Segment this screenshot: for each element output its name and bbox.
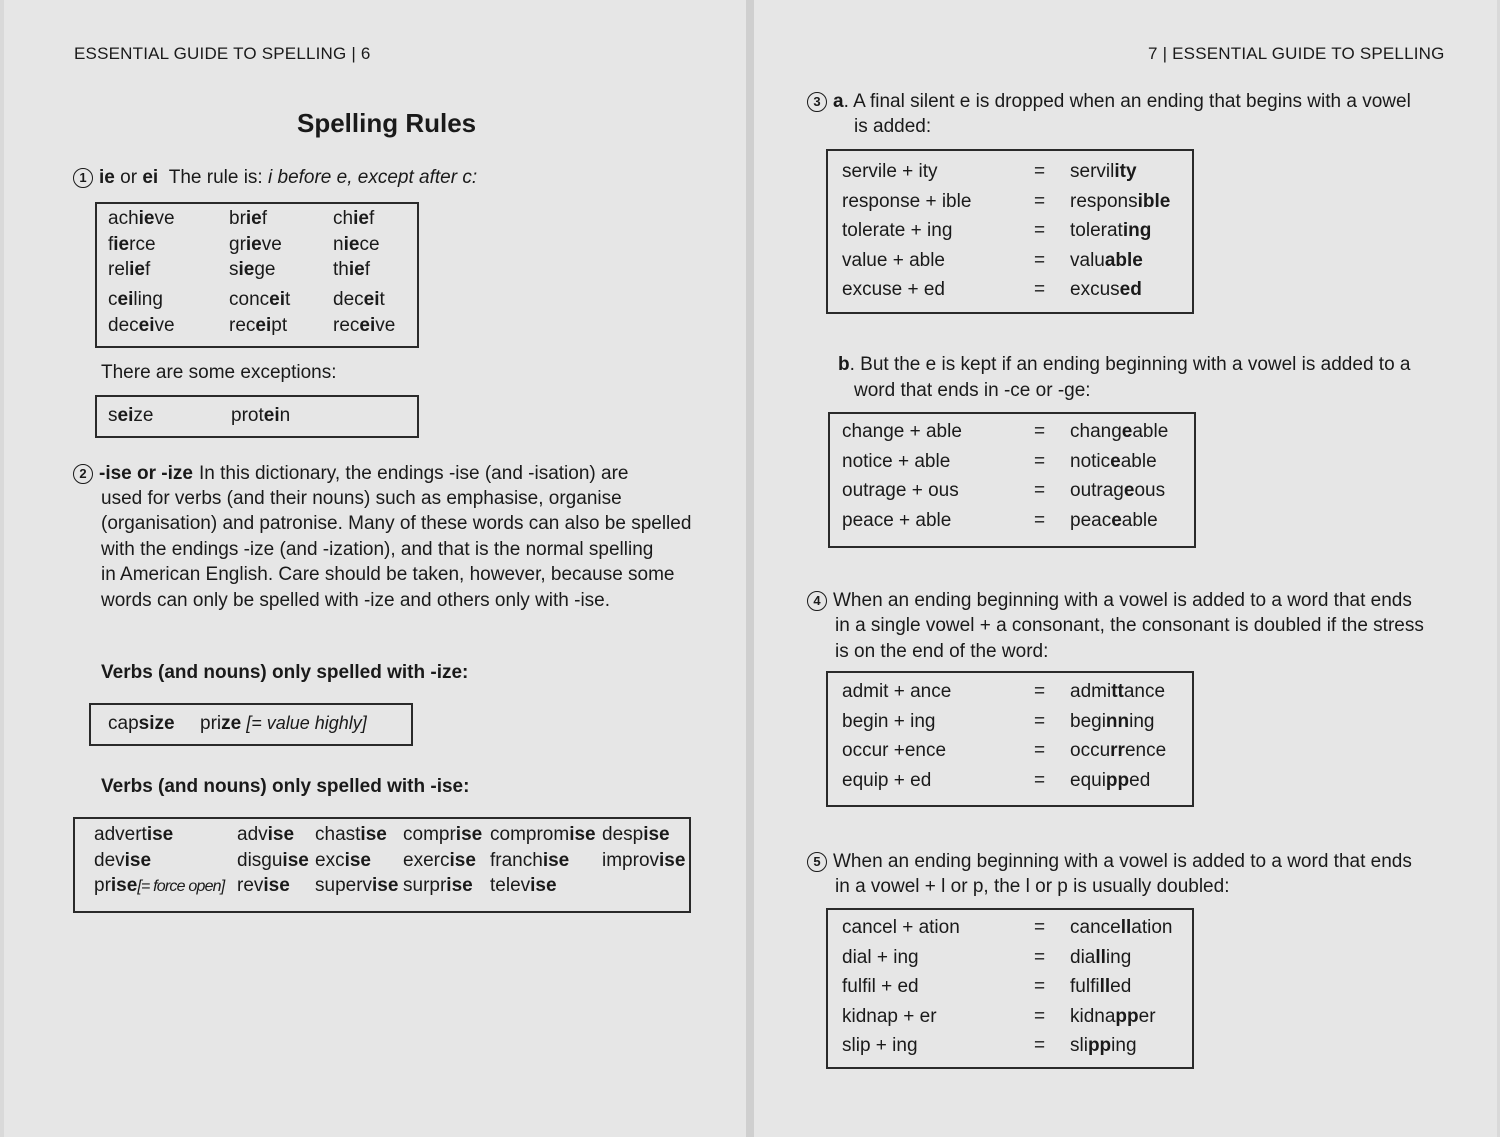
word-highlight: ise <box>372 875 399 896</box>
rule4-line-1 <box>807 588 1412 614</box>
rule3a-result <box>1070 279 1142 301</box>
word-part: ous <box>1134 480 1166 501</box>
word-part: f <box>108 234 114 255</box>
word-highlight: able <box>1104 249 1143 271</box>
rule3a-input: excuse + ed <box>842 279 945 300</box>
equals-sign: = <box>1034 740 1046 761</box>
word-highlight: ise <box>542 850 570 871</box>
word-highlight: ei <box>255 315 272 336</box>
word-highlight: ei <box>117 289 134 310</box>
word-deceit <box>333 289 385 311</box>
word-part: compr <box>403 824 456 845</box>
rule4-result <box>1070 740 1166 762</box>
word-part: outrag <box>1070 480 1124 501</box>
word-highlight: ise <box>360 824 387 845</box>
rule3b-input: outrage + ous <box>842 480 959 501</box>
rule4-line-2: in a single vowel + a consonant, the consonant is doubled if the stress <box>835 615 1424 636</box>
rule3a-input: response + ible <box>842 190 972 212</box>
word-receive <box>333 315 395 337</box>
ise-word-box <box>73 817 691 913</box>
word-part: ling <box>133 289 163 310</box>
word-part: dev <box>94 850 125 871</box>
word-excise <box>315 850 371 872</box>
word-part: valu <box>1070 249 1105 271</box>
equals-sign: = <box>1034 161 1046 182</box>
rule5-result <box>1070 947 1131 969</box>
equals-sign: = <box>1034 480 1046 501</box>
word-grieve <box>229 234 282 256</box>
rule2-line-4: with the endings -ize (and -ization), and that is the normal spelling <box>101 539 654 560</box>
ise-heading: Verbs (and nouns) only spelled with -ise: <box>101 776 470 797</box>
rule3a-table <box>826 149 1194 314</box>
word-niece <box>333 234 380 256</box>
rule-number-5: 5 <box>807 852 827 872</box>
word-part: n <box>279 405 291 426</box>
word-highlight: e <box>1111 509 1122 531</box>
rule3b-input: peace + able <box>842 509 952 531</box>
word-part: t <box>379 289 385 310</box>
word-part: able <box>1132 421 1169 442</box>
word-televise <box>490 875 557 897</box>
rule3b-input: change + able <box>842 421 962 442</box>
word-part: rce <box>129 234 156 255</box>
rule5-input: dial + ing <box>842 946 919 968</box>
word-improvise <box>602 850 685 872</box>
word-part: ing <box>1105 946 1132 968</box>
word-part: ance <box>1123 681 1166 702</box>
word-part: able <box>1120 450 1157 472</box>
page-title: Spelling Rules <box>297 108 477 138</box>
word-highlight: ie <box>343 234 360 255</box>
word-part: ence <box>1124 740 1167 761</box>
word-siege <box>229 259 276 281</box>
word-part: th <box>333 259 349 280</box>
rule5-input: kidnap + er <box>842 1005 937 1027</box>
word-part: ge <box>254 259 276 280</box>
word-part: cap <box>108 713 139 734</box>
rule3-b-label: b <box>838 354 850 375</box>
word-achieve <box>108 208 175 230</box>
rule4-input: begin + ing <box>842 710 936 732</box>
word-chief <box>333 208 374 230</box>
word-part: surpr <box>403 875 447 896</box>
word-highlight: ei <box>138 315 155 336</box>
word-part: ce <box>359 234 380 255</box>
word-advise <box>237 824 294 846</box>
word-highlight: ise <box>263 875 290 896</box>
rule4-text-1: When an ending beginning with a vowel is added to a word that ends <box>833 590 1412 611</box>
rule2-heading <box>73 461 193 487</box>
word-part: s <box>108 405 118 426</box>
word-part: rel <box>108 259 130 280</box>
word-part: ve <box>375 315 396 336</box>
word-part: ve <box>154 315 175 336</box>
word-part: admi <box>1070 681 1112 702</box>
word-part: pr <box>94 875 111 896</box>
rule3a-input: value + able <box>842 249 945 271</box>
rule5-result <box>1070 917 1172 939</box>
rule3b-table <box>828 412 1196 548</box>
word-highlight: ise <box>530 875 557 896</box>
word-part: ing <box>1111 1035 1137 1056</box>
rule-number-1: 1 <box>73 168 93 188</box>
word-part: fulfi <box>1070 976 1100 997</box>
word-part: rec <box>229 315 256 336</box>
word-supervise <box>315 875 398 897</box>
rule4-result <box>1070 681 1165 703</box>
word-highlight: ei <box>269 289 285 310</box>
word-part: comprom <box>490 824 570 845</box>
word-highlight: ible <box>1137 190 1171 212</box>
word-part: occu <box>1070 740 1111 761</box>
equals-sign: = <box>1034 1035 1046 1056</box>
rule4-input: occur +ence <box>842 740 947 761</box>
equals-sign: = <box>1034 421 1046 442</box>
word-highlight: tt <box>1111 681 1124 702</box>
word-part: f <box>144 259 151 280</box>
word-highlight: ise <box>146 824 174 845</box>
ize-heading: Verbs (and nouns) only spelled with -ize: <box>101 662 469 683</box>
word-part: ve <box>261 234 282 255</box>
word-highlight: ie <box>245 208 262 229</box>
rule3-a-text: . A final silent e is dropped when an ending that begins with a vowel <box>843 91 1411 112</box>
word-part: able <box>1121 509 1158 531</box>
exceptions-label: There are some exceptions: <box>101 362 337 383</box>
word-part: ed <box>1110 976 1132 997</box>
rule4-table <box>826 671 1194 807</box>
word-highlight: ei <box>363 289 380 310</box>
word-highlight: ie <box>353 208 369 229</box>
word-part: improv <box>602 850 660 871</box>
equals-sign: = <box>1034 769 1046 791</box>
word-highlight: ll <box>1095 946 1106 968</box>
equals-sign: = <box>1034 249 1046 271</box>
word-part: pt <box>271 315 288 336</box>
rule1-text-pre: The rule is: <box>168 167 268 188</box>
word-part: conc <box>229 289 270 310</box>
word-part: notic <box>1070 450 1111 472</box>
word-franchise <box>490 850 569 872</box>
word-part: equi <box>1070 769 1106 791</box>
rule5-table <box>826 908 1194 1069</box>
ie-ei-word-box <box>95 202 419 348</box>
exception-protein <box>231 405 290 427</box>
word-disguise <box>237 850 309 872</box>
rule3-b-text: . But the e is kept if an ending beginning with a vowel is added to a <box>849 354 1411 375</box>
word-part: ation <box>1131 917 1173 938</box>
rule4-result <box>1070 770 1150 792</box>
rule3-b-line-2: word that ends in -ce or -ge: <box>854 380 1091 401</box>
word-highlight: rr <box>1110 740 1125 761</box>
exception-seize <box>108 405 153 427</box>
word-highlight: ed <box>1119 279 1142 300</box>
word-capsize <box>108 713 175 735</box>
rule2-title: -ise or -ize <box>99 463 193 484</box>
word-part: sli <box>1070 1035 1088 1056</box>
rule1-ie: ie <box>99 167 115 188</box>
word-conceit <box>229 289 290 311</box>
word-highlight: ing <box>1122 220 1152 241</box>
word-thief <box>333 259 370 281</box>
rule4-input: admit + ance <box>842 681 952 702</box>
rule3a-result <box>1070 220 1151 242</box>
rule5-result <box>1070 1035 1137 1057</box>
ize-word-box <box>89 703 413 746</box>
left-running-header: ESSENTIAL GUIDE TO SPELLING | 6 <box>74 44 371 63</box>
word-deceive <box>108 315 175 337</box>
rule-number-4: 4 <box>807 591 827 611</box>
word-part: superv <box>315 875 373 896</box>
right-running-header: 7 | ESSENTIAL GUIDE TO SPELLING <box>1148 44 1445 63</box>
word-part: ach <box>108 208 139 229</box>
word-highlight: ie <box>113 234 130 255</box>
word-part: franch <box>490 850 543 871</box>
word-highlight: ll <box>1120 917 1132 938</box>
word-highlight: ise <box>659 850 686 871</box>
rule3b-input: notice + able <box>842 450 951 472</box>
word-ceiling <box>108 289 163 311</box>
word-part: chang <box>1070 421 1122 442</box>
equals-sign: = <box>1034 1005 1046 1027</box>
equals-sign: = <box>1034 220 1046 241</box>
word-highlight: ity <box>1114 161 1137 182</box>
rule4-line-3: is on the end of the word: <box>835 641 1049 662</box>
word-highlight: ie <box>238 259 255 280</box>
word-part: disgu <box>237 850 283 871</box>
rule3-b-line-1 <box>838 352 1410 378</box>
rule3-a-label: a <box>833 91 844 112</box>
word-part: dia <box>1070 946 1096 968</box>
word-highlight: ei <box>117 405 134 426</box>
word-part: er <box>1138 1005 1156 1027</box>
word-highlight: ie <box>129 259 145 280</box>
word-part: tolerat <box>1070 220 1123 241</box>
equals-sign: = <box>1034 976 1046 997</box>
word-highlight: ise <box>455 824 483 845</box>
word-part: dec <box>333 289 364 310</box>
word-part: kidna <box>1070 1005 1116 1027</box>
rule1-heading <box>73 165 477 191</box>
equals-sign: = <box>1034 917 1046 938</box>
word-part: gr <box>229 234 246 255</box>
word-highlight: ze <box>221 713 242 734</box>
rule3b-result <box>1070 480 1165 502</box>
word-part: ch <box>333 208 354 229</box>
word-fierce <box>108 234 156 256</box>
word-highlight: nn <box>1105 710 1130 732</box>
word-part: respons <box>1070 190 1138 212</box>
rule4-result <box>1070 711 1155 733</box>
word-part: s <box>229 259 239 280</box>
word-compromise <box>490 824 596 846</box>
rule5-result <box>1070 976 1131 998</box>
equals-sign: = <box>1034 946 1046 968</box>
equals-sign: = <box>1034 279 1046 300</box>
word-surprise <box>403 875 473 897</box>
word-part: desp <box>602 824 644 845</box>
word-part: rev <box>237 875 264 896</box>
word-highlight: ise <box>643 824 670 845</box>
exceptions-box <box>95 395 419 438</box>
word-highlight: size <box>138 713 175 734</box>
word-part: chast <box>315 824 361 845</box>
word-advertise <box>94 824 173 846</box>
word-highlight: ise <box>569 824 596 845</box>
rule3b-result <box>1070 421 1168 443</box>
rule3a-input: servile + ity <box>842 161 938 182</box>
page-gutter <box>746 0 754 1137</box>
word-part: ve <box>154 208 175 229</box>
word-part: pri <box>200 713 222 734</box>
word-devise <box>94 850 151 872</box>
word-part: n <box>333 234 344 255</box>
rule4-input: equip + ed <box>842 769 932 791</box>
word-part: dec <box>108 315 139 336</box>
rule5-line-2: in a vowel + l or p, the l or p is usually doubled: <box>835 876 1230 897</box>
word-part: ing <box>1129 710 1155 732</box>
rule-number-2: 2 <box>73 464 93 484</box>
word-prise <box>94 875 224 897</box>
word-highlight: ise <box>344 850 371 871</box>
word-highlight: pp <box>1115 1005 1139 1027</box>
word-despise <box>602 824 670 846</box>
word-exercise <box>403 850 476 872</box>
rule5-input: cancel + ation <box>842 917 960 938</box>
rule3b-result <box>1070 451 1157 473</box>
word-chastise <box>315 824 387 846</box>
word-part: ed <box>1129 769 1151 791</box>
word-receipt <box>229 315 287 337</box>
rule3-a-line-1 <box>807 89 1411 115</box>
word-highlight: pp <box>1087 1035 1112 1056</box>
word-part: c <box>108 289 118 310</box>
word-relief <box>108 259 150 281</box>
rule5-result <box>1070 1006 1156 1028</box>
word-highlight: ei <box>359 315 376 336</box>
word-part: cance <box>1070 917 1121 938</box>
equals-sign: = <box>1034 681 1046 702</box>
word-highlight: ise <box>446 875 473 896</box>
word-part: adv <box>237 824 268 845</box>
word-part: prot <box>231 405 264 426</box>
rule3-a-line-2: is added: <box>854 116 932 137</box>
rule5-line-1 <box>807 849 1412 875</box>
word-highlight: pp <box>1105 769 1130 791</box>
word-highlight: ll <box>1099 976 1111 997</box>
rule5-input: fulfil + ed <box>842 976 919 997</box>
word-part: br <box>229 208 246 229</box>
word-part: f <box>368 208 375 229</box>
equals-sign: = <box>1034 190 1046 212</box>
word-highlight: ie <box>138 208 155 229</box>
word-highlight: ise <box>282 850 309 871</box>
prise-definition: [= force open] <box>137 878 225 895</box>
word-part: ze <box>133 405 154 426</box>
word-prize <box>200 713 367 735</box>
word-part: advert <box>94 824 147 845</box>
word-highlight: ie <box>348 259 365 280</box>
rule5-input: slip + ing <box>842 1035 918 1056</box>
word-highlight: ise <box>267 824 295 845</box>
word-part: exc <box>315 850 345 871</box>
rule3b-result <box>1070 510 1158 532</box>
word-highlight: ise <box>110 875 138 896</box>
word-revise <box>237 875 290 897</box>
rule2-line-2: used for verbs (and their nouns) such as emphasise, organise <box>101 488 622 509</box>
word-highlight: e <box>1121 421 1133 442</box>
word-highlight: ie <box>245 234 262 255</box>
word-part: telev <box>490 875 531 896</box>
equals-sign: = <box>1034 710 1046 732</box>
rule5-text-1: When an ending beginning with a vowel is added to a word that ends <box>833 851 1412 872</box>
word-part: exerc <box>403 850 450 871</box>
rule1-or: or <box>114 167 143 188</box>
word-highlight: ei <box>263 405 280 426</box>
word-part: excus <box>1070 279 1120 300</box>
rule3a-input: tolerate + ing <box>842 220 953 241</box>
word-highlight: ise <box>124 850 152 871</box>
word-part: peac <box>1070 509 1112 531</box>
rule2-line-6: words can only be spelled with -ize and others only with -ise. <box>101 590 611 611</box>
word-part: rec <box>333 315 360 336</box>
rule3a-result <box>1070 250 1143 272</box>
rule1-rule-text: i before e, except after c: <box>268 167 478 188</box>
word-highlight: ise <box>449 850 476 871</box>
word-part: f <box>364 259 370 280</box>
rule-number-3: 3 <box>807 92 827 112</box>
equals-sign: = <box>1034 450 1046 472</box>
rule2-line-5: in American English. Care should be taken, however, because some <box>101 564 675 585</box>
word-highlight: e <box>1110 450 1121 472</box>
rule2-line-3: (organisation) and patronise. Many of these words can also be spelled <box>101 513 692 534</box>
rule2-line-1: In this dictionary, the endings -ise (and -isation) are <box>199 463 629 484</box>
rule1-ei: ei <box>142 167 159 188</box>
word-part: t <box>285 289 291 310</box>
rule3a-result <box>1070 161 1137 183</box>
word-brief <box>229 208 267 230</box>
word-comprise <box>403 824 482 846</box>
equals-sign: = <box>1034 509 1046 531</box>
word-part: f <box>261 208 268 229</box>
rule3a-result <box>1070 191 1170 213</box>
word-highlight: e <box>1123 480 1135 501</box>
prize-definition: [= value highly] <box>241 713 367 733</box>
word-part: servil <box>1070 161 1115 182</box>
word-part: begi <box>1070 710 1106 732</box>
